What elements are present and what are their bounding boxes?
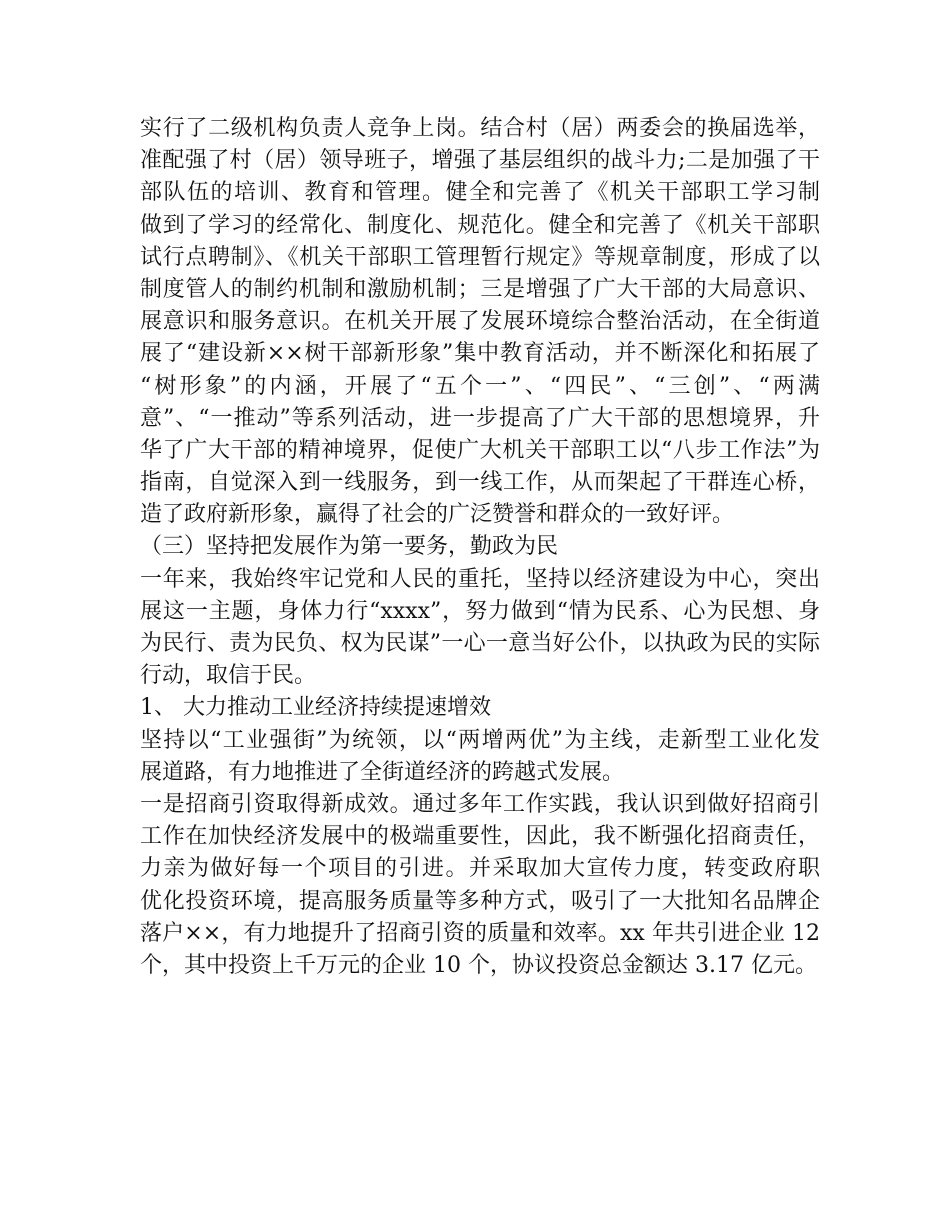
text-line: 展意识和服务意识。在机关开展了发展环境综合整治活动，在全街道 [140,309,820,335]
document-body [140,113,820,982]
text-line: 一是招商引资取得新成效。通过多年工作实践，我认识到做好招商引 [140,791,820,817]
text-line: 准配强了村（居）领导班子，增强了基层组织的战斗力;二是加强了干 [140,148,820,174]
text-line: 1、 大力推动工业经济持续提速增效 [140,695,491,721]
text-line: 为民行、责为民负、权为民谋”一心一意当好公仆，以执政为民的实际 [140,631,820,656]
text-line: 造了政府新形象，赢得了社会的广泛赞誉和群众的一致好评。 [140,502,735,528]
text-line: 意”、“一推动”等系列活动，进一步提高了广大干部的思想境界，升 [140,405,820,431]
text-line: 华了广大干部的精神境界，促使广大机关干部职工以“八步工作法”为 [140,437,820,463]
text-line: 制度管人的制约机制和激励机制；三是增强了广大干部的大局意识、 [140,276,820,302]
text-line: 实行了二级机构负责人竞争上岗。结合村（居）两委会的换届选举， [140,116,820,141]
text-line: 指南，自觉深入到一线服务，到一线工作，从而架起了干群连心桥， [140,470,820,496]
text-line: 力亲为做好每一个项目的引进。并采取加大宣传力度，转变政府职 [140,856,820,882]
text-line: （三）坚持把发展作为第一要务，勤政为民 [140,534,559,560]
text-line: 部队伍的培训、教育和管理。健全和完善了《机关干部职工学习制 [140,180,820,206]
text-line: 展这一主题，身体力行“xxxx”，努力做到“情为民系、心为民想、身 [140,598,820,624]
text-line: 做到了学习的经常化、制度化、规范化。健全和完善了《机关干部职 [140,212,820,238]
text-line: 行动，取信于民。 [140,663,317,689]
text-line: “树形象”的内涵，开展了“五个一”、“四民”、“三创”、“两满 [140,373,820,399]
text-line: 坚持以“工业强街”为统领，以“两增两优”为主线，走新型工业化发 [140,727,820,753]
text-line: 落户××，有力地提升了招商引资的质量和效率。xx 年共引进企业 12 [140,920,820,946]
text-line: 试行点聘制》、《机关干部职工管理暂行规定》等规章制度，形成了以 [140,244,820,270]
text-line: 工作在加快经济发展中的极端重要性，因此，我不断强化招商责任， [140,824,820,850]
text-line: 一年来，我始终牢记党和人民的重托，坚持以经济建设为中心，突出 [140,566,820,592]
text-line: 展了“建设新××树干部新形象”集中教育活动，并不断深化和拓展了 [140,341,820,367]
text-line: 优化投资环境，提高服务质量等多种方式，吸引了一大批知名品牌企 [140,888,820,914]
text-line: 个，其中投资上千万元的企业 10 个，协议投资总金额达 3.17 亿元。 [140,952,817,978]
text-line: 展道路，有力地推进了全街道经济的跨越式发展。 [140,759,625,785]
